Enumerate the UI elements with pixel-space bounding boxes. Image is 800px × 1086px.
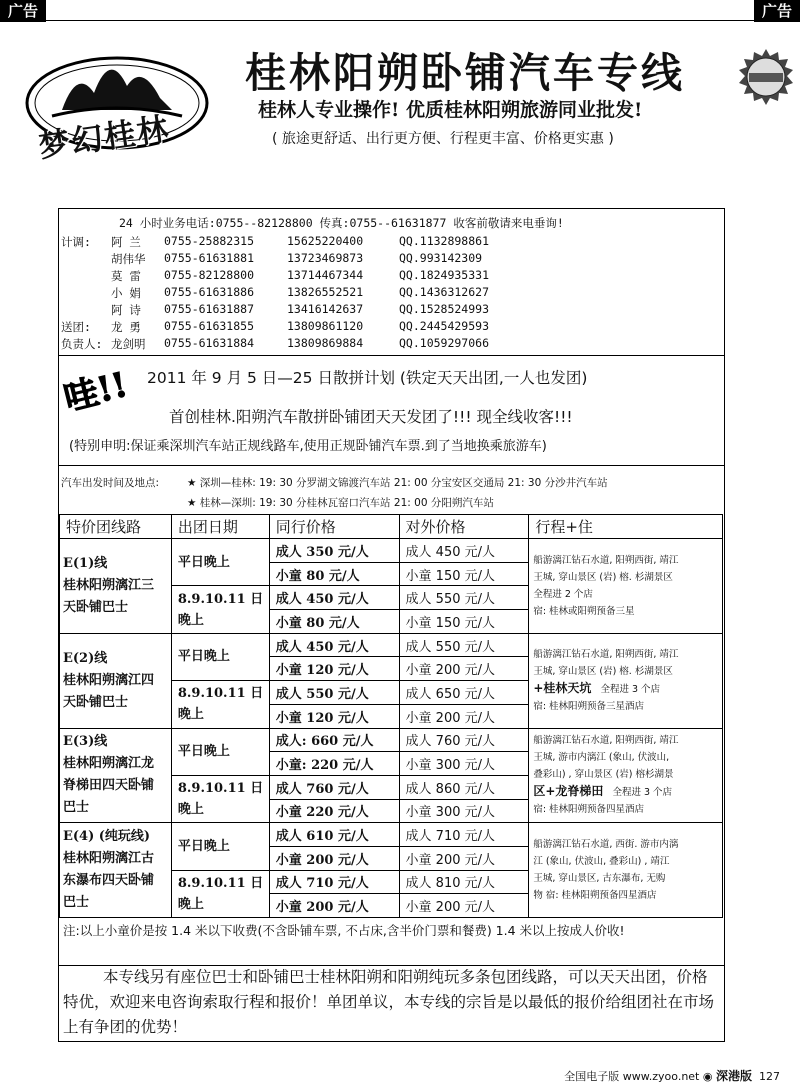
departure-line-2: ★ 桂林—深圳: 19: 30 分桂林瓦窑口汽车站 21: 00 分阳朔汽车站 (187, 497, 494, 509)
contact-name: 龙剑明 (111, 337, 146, 351)
contact-qq: QQ.1059297066 (399, 336, 490, 350)
footer-logo-icon: ◉ (702, 1070, 713, 1083)
public-price: 小童 300 元/人 (399, 752, 529, 776)
footer (564, 1067, 780, 1084)
contact-tel: 0755-82128800 (164, 268, 255, 282)
contact-tel: 0755-61631884 (164, 336, 255, 350)
headline: 首创桂林.阳朔汽车散拼卧铺团天天发团了!!! 现全线收客!!! (169, 408, 573, 426)
award-badge-icon (737, 48, 795, 106)
special-statement: (特别申明:保证乘深圳汽车站正规线路车,使用正规卧铺汽车票.到了当地换乘旅游车) (69, 439, 547, 454)
trade-price: 小童 220 元/人 (269, 799, 399, 823)
contact-name: 胡伟华 (111, 252, 146, 266)
contact-mobile: 13723469873 (287, 251, 364, 265)
public-price: 成人 450 元/人 (399, 539, 529, 563)
date-holiday: 8.9.10.11 日 晚上 (171, 586, 269, 633)
col-header-itinerary: 行程+住 (529, 515, 723, 539)
wa-exclamation: 哇!! (59, 364, 132, 420)
contact-tel: 0755-61631881 (164, 251, 255, 265)
public-price: 小童 150 元/人 (399, 562, 529, 586)
contact-qq: QQ.1436312627 (399, 285, 490, 299)
divider (59, 355, 724, 356)
date-weekday: 平日晚上 (171, 728, 269, 775)
public-price: 成人 710 元/人 (399, 823, 529, 847)
top-rule (0, 20, 800, 21)
trade-price: 成人 350 元/人 (269, 539, 399, 563)
footer-edition: 深港版 (715, 1069, 752, 1083)
page-number: 127 (759, 1070, 780, 1083)
itinerary: 船游漓江钻石水道, 阳朔西街, 靖江 王城, 穿山景区 (岩) 榕. 杉湖景区 全程进 2 个店 宿: 桂林或阳朔预备三星 (529, 539, 723, 634)
contact-tel: 0755-61631855 (164, 319, 255, 333)
trade-price: 成人 760 元/人 (269, 775, 399, 799)
ad-label-right: 广告 (754, 0, 800, 22)
contact-role: 送团: (61, 320, 91, 334)
public-price: 成人 760 元/人 (399, 728, 529, 752)
contact-name: 阿 兰 (111, 235, 141, 249)
hotline-line: 24 小时业务电话:0755--82128800 传真:0755--61631877 收客前敬请来电垂询! (119, 216, 564, 230)
content-frame (58, 208, 725, 1042)
col-header-public-price: 对外价格 (399, 515, 529, 539)
contact-qq: QQ.993142309 (399, 251, 483, 265)
trade-price: 小童 120 元/人 (269, 704, 399, 728)
table-row (60, 728, 723, 752)
logo-text: 梦幻桂林 (36, 110, 173, 165)
public-price: 成人 810 元/人 (399, 870, 529, 894)
contact-mobile: 13809869884 (287, 336, 364, 350)
trade-price: 小童 80 元/人 (269, 562, 399, 586)
slogan: ( 旅途更舒适、出行更方便、行程更丰富、价格更实惠 ) (272, 131, 614, 147)
date-holiday: 8.9.10.11 日 晚上 (171, 681, 269, 728)
contact-tel: 0755-61631887 (164, 302, 255, 316)
trade-price: 小童 120 元/人 (269, 657, 399, 681)
table-row (60, 633, 723, 657)
route-name: E(4) (纯玩线) 桂林阳朔漓江古 东瀑布四天卧铺 巴士 (60, 823, 172, 918)
public-price: 小童 200 元/人 (399, 894, 529, 918)
public-price: 成人 550 元/人 (399, 633, 529, 657)
contact-name: 阿 诗 (111, 303, 141, 317)
contact-qq: QQ.1824935331 (399, 268, 490, 282)
contact-role: 负责人: (61, 337, 103, 351)
page-subtitle: 桂林人专业操作! 优质桂林阳朔旅游同业批发! (258, 99, 643, 121)
date-weekday: 平日晚上 (171, 539, 269, 586)
public-price: 小童 200 元/人 (399, 846, 529, 870)
route-name: E(3)线 桂林阳朔漓江龙 脊梯田四天卧铺 巴士 (60, 728, 172, 823)
trade-price: 成人 450 元/人 (269, 633, 399, 657)
trade-price: 小童: 220 元/人 (269, 752, 399, 776)
trade-price: 成人 710 元/人 (269, 870, 399, 894)
itinerary: 船游漓江钻石水道, 阳朔西街, 靖江 王城, 游市内漓江 (象山, 伏波山, 叠彩山) , 穿山景区 (岩) 榕杉湖景 区+龙脊梯田 全程进 3 个店 宿: 桂林阳朔预备四星酒店 (529, 728, 723, 823)
contact-mobile: 13714467344 (287, 268, 364, 282)
date-holiday: 8.9.10.11 日 晚上 (171, 870, 269, 917)
public-price: 小童 200 元/人 (399, 657, 529, 681)
public-price: 成人 550 元/人 (399, 586, 529, 610)
contact-name: 龙 勇 (111, 320, 141, 334)
contact-mobile: 13826552521 (287, 285, 364, 299)
trade-price: 成人 550 元/人 (269, 681, 399, 705)
trade-price: 小童 80 元/人 (269, 610, 399, 634)
contact-tel: 0755-25882315 (164, 234, 255, 248)
contact-name: 莫 雷 (111, 269, 141, 283)
col-header-trade-price: 同行价格 (269, 515, 399, 539)
contact-qq: QQ.1528524993 (399, 302, 490, 316)
public-price: 成人 650 元/人 (399, 681, 529, 705)
public-price: 小童 200 元/人 (399, 704, 529, 728)
col-header-route: 特价团线路 (60, 515, 172, 539)
col-header-date: 出团日期 (171, 515, 269, 539)
public-price: 小童 300 元/人 (399, 799, 529, 823)
contact-tel: 0755-61631886 (164, 285, 255, 299)
plan-line: 2011 年 9 月 5 日—25 日散拼计划 (铁定天天出团,一人也发团) (147, 369, 588, 387)
date-weekday: 平日晚上 (171, 823, 269, 870)
date-holiday: 8.9.10.11 日 晚上 (171, 775, 269, 822)
footer-site: 全国电子版 www.zyoo.net (564, 1070, 700, 1083)
contact-mobile: 15625220400 (287, 234, 364, 248)
ad-label-left: 广告 (0, 0, 46, 22)
trade-price: 小童 200 元/人 (269, 894, 399, 918)
contact-role: 计调: (61, 235, 91, 249)
public-price: 小童 150 元/人 (399, 610, 529, 634)
trade-price: 成人 610 元/人 (269, 823, 399, 847)
page-title: 桂林阳朔卧铺汽车专线 (245, 49, 685, 97)
contact-qq: QQ.1132898861 (399, 234, 490, 248)
trade-price: 成人: 660 元/人 (269, 728, 399, 752)
table-row (60, 823, 723, 847)
trade-price: 小童 200 元/人 (269, 846, 399, 870)
route-name: E(1)线 桂林阳朔漓江三 天卧铺巴士 (60, 539, 172, 634)
itinerary: 船游漓江钻石水道, 西街. 游市内漓 江 (象山, 伏波山, 叠彩山) , 靖江 王城, 穿山景区, 古东瀑布, 无购 物 宿: 桂林阳朔预备四星酒店 (529, 823, 723, 918)
routes-table (59, 514, 723, 918)
divider (59, 465, 724, 466)
route-name: E(2)线 桂林阳朔漓江四 天卧铺巴士 (60, 633, 172, 728)
date-weekday: 平日晚上 (171, 633, 269, 680)
table-header-row (60, 515, 723, 539)
contact-qq: QQ.2445429593 (399, 319, 490, 333)
itinerary: 船游漓江钻石水道, 阳朔西街, 靖江 王城, 穿山景区 (岩) 榕. 杉湖景区 +桂林天坑 全程进 3 个店 宿: 桂林阳朔预备三星酒店 (529, 633, 723, 728)
table-row (60, 539, 723, 563)
trade-price: 成人 450 元/人 (269, 586, 399, 610)
price-note: 注:以上小童价是按 1.4 米以下收费(不含卧铺车票, 不占床,含半价门票和餐费) 1.4 米以上按成人价收! (63, 923, 625, 938)
departure-line-1: ★ 深圳—桂林: 19: 30 分罗湖文锦渡汽车站 21: 00 分宝安区交通局 21: 30 分沙井汽车站 (187, 477, 608, 489)
contact-mobile: 13809861120 (287, 319, 364, 333)
closing-paragraph: 本专线另有座位巴士和卧铺巴士桂林阳朔和阳朔纯玩多条包团线路，可以天天出团，价格特优，欢迎来电咨询索取行程和报价！单团单议，本专线的宗旨是以最低的报价给组团社在市场上有争团的优势！ (63, 968, 715, 1036)
departure-label: 汽车出发时间及地点: (61, 477, 160, 489)
contact-name: 小 娟 (111, 286, 141, 300)
contact-mobile: 13416142637 (287, 302, 364, 316)
public-price: 成人 860 元/人 (399, 775, 529, 799)
